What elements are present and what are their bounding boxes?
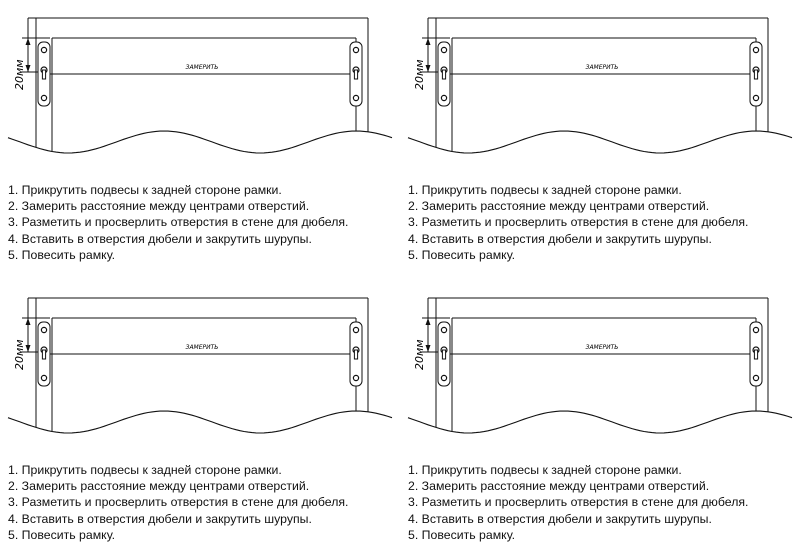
dimension-arrow-bottom-icon	[26, 345, 31, 352]
step-item: 3. Разметить и просверлить отверстия в стене для дюбеля.	[408, 215, 749, 230]
step-item: 2. Замерить расстояние между центрами отверстий.	[408, 479, 710, 494]
instruction-panel	[0, 0, 400, 280]
step-item: 2. Замерить расстояние между центрами отверстий.	[8, 479, 310, 494]
instruction-panel	[400, 0, 800, 280]
dimension-label: 20мм	[413, 339, 426, 370]
dimension-arrow-top-icon	[426, 318, 431, 325]
measure-label: ЗАМЕРИТЬ	[585, 64, 619, 71]
left-hanger-icon	[38, 42, 50, 106]
step-item: 5. Повесить рамку.	[408, 247, 516, 262]
dimension-arrow-bottom-icon	[426, 65, 431, 72]
measure-label: ЗАМЕРИТЬ	[185, 64, 219, 71]
step-item: 4. Вставить в отверстия дюбели и закрутить шурупы.	[8, 511, 312, 526]
left-hanger-icon	[38, 322, 50, 386]
step-item: 4. Вставить в отверстия дюбели и закрутить шурупы.	[408, 511, 712, 526]
step-item: 5. Повесить рамку.	[408, 527, 516, 542]
steps-list	[8, 462, 348, 543]
measure-label: ЗАМЕРИТЬ	[185, 344, 219, 351]
step-item: 5. Повесить рамку.	[8, 247, 116, 262]
step-item: 3. Разметить и просверлить отверстия в стене для дюбеля.	[408, 495, 749, 510]
steps-list	[408, 182, 748, 263]
dimension-label: 20мм	[13, 59, 26, 90]
right-hanger-icon	[750, 42, 762, 106]
dimension-label: 20мм	[13, 339, 26, 370]
measure-label: ЗАМЕРИТЬ	[585, 344, 619, 351]
step-item: 2. Замерить расстояние между центрами отверстий.	[408, 199, 710, 214]
left-hanger-icon	[438, 322, 450, 386]
right-hanger-icon	[750, 322, 762, 386]
step-item: 1. Прикрутить подвесы к задней стороне рамки.	[408, 463, 682, 477]
mounting-diagram	[0, 0, 400, 170]
right-hanger-icon	[350, 42, 362, 106]
step-item: 4. Вставить в отверстия дюбели и закрутить шурупы.	[408, 231, 712, 246]
step-item: 3. Разметить и просверлить отверстия в стене для дюбеля.	[8, 495, 349, 510]
left-hanger-icon	[438, 42, 450, 106]
dimension-arrow-top-icon	[26, 318, 31, 325]
dimension-arrow-bottom-icon	[426, 345, 431, 352]
step-item: 2. Замерить расстояние между центрами отверстий.	[8, 199, 310, 214]
step-item: 3. Разметить и просверлить отверстия в стене для дюбеля.	[8, 215, 349, 230]
mounting-diagram	[400, 0, 800, 170]
step-item: 4. Вставить в отверстия дюбели и закрутить шурупы.	[8, 231, 312, 246]
instruction-panel	[0, 280, 400, 560]
step-item: 1. Прикрутить подвесы к задней стороне рамки.	[8, 183, 282, 197]
steps-list	[8, 182, 348, 263]
step-item: 1. Прикрутить подвесы к задней стороне рамки.	[408, 183, 682, 197]
mounting-diagram	[400, 280, 800, 450]
dimension-arrow-top-icon	[426, 38, 431, 45]
steps-list	[408, 462, 748, 543]
instruction-panel	[400, 280, 800, 560]
mounting-diagram	[0, 280, 400, 450]
right-hanger-icon	[350, 322, 362, 386]
dimension-arrow-top-icon	[26, 38, 31, 45]
dimension-arrow-bottom-icon	[26, 65, 31, 72]
dimension-label: 20мм	[413, 59, 426, 90]
step-item: 1. Прикрутить подвесы к задней стороне рамки.	[8, 463, 282, 477]
step-item: 5. Повесить рамку.	[8, 527, 116, 542]
